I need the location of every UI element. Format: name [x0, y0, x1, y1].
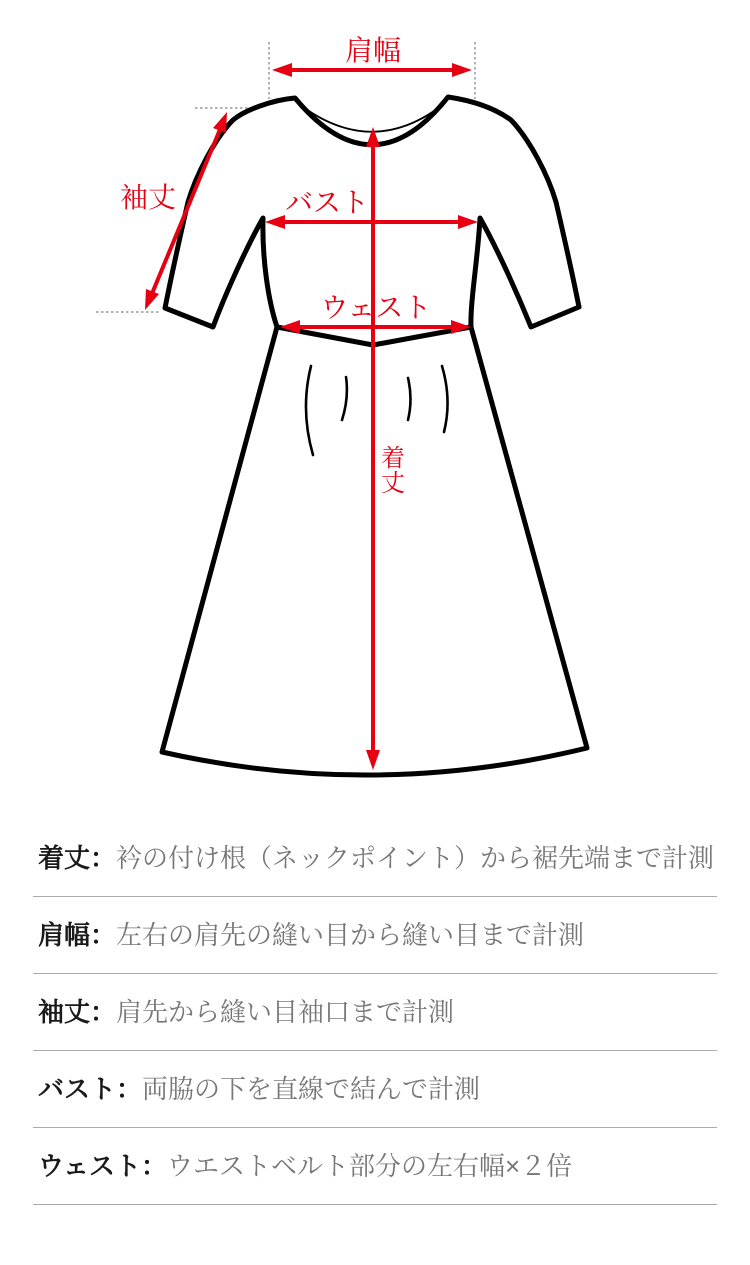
definition-row-waist: [33, 1128, 717, 1205]
definition-colon: ：: [90, 996, 117, 1027]
definition-description: 肩先から縫い目袖口まで計測: [116, 996, 455, 1027]
length-label-char2: 丈: [381, 470, 405, 497]
definition-row-sleeve: [33, 974, 717, 1051]
definition-row-bust: [33, 1051, 717, 1128]
definition-row-length: [33, 820, 717, 897]
definition-description: 左右の肩先の縫い目から縫い目まで計測: [116, 919, 585, 950]
sleeve-length-label: 袖丈: [119, 182, 177, 213]
length-label: [381, 445, 405, 497]
definition-description: ウエストベルト部分の左右幅×２倍: [166, 1150, 573, 1181]
definition-description: 両脇の下を直線で結んで計測: [142, 1073, 481, 1104]
definition-colon: ：: [90, 842, 117, 873]
definition-row-shoulder: [33, 897, 717, 974]
bust-label: バスト: [284, 187, 370, 218]
definition-term: 肩幅: [38, 919, 91, 950]
waist-label: ウェスト: [320, 292, 432, 323]
definition-term: 袖丈: [38, 996, 91, 1027]
length-label-char1: 着: [381, 445, 405, 472]
definition-term: ウェスト: [38, 1150, 141, 1181]
definition-term: バスト: [38, 1073, 117, 1104]
definition-colon: ：: [116, 1073, 143, 1104]
definition-term: 着丈: [38, 842, 91, 873]
definition-description: 衿の付け根（ネックポイント）から裾先端まで計測: [116, 842, 715, 873]
shoulder-width-label: 肩幅: [344, 35, 402, 66]
measurement-definitions: [33, 820, 717, 1205]
definition-colon: ：: [140, 1150, 167, 1181]
definition-colon: ：: [90, 919, 117, 950]
